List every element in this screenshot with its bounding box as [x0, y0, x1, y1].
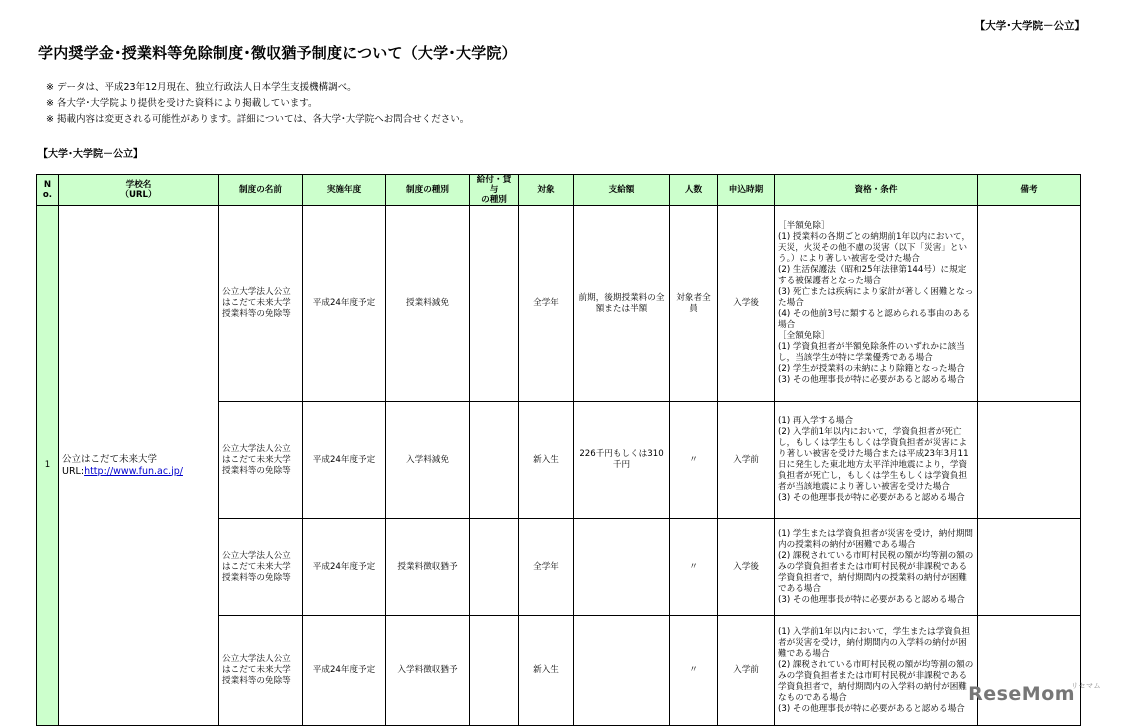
header-school-url: （URL） — [120, 190, 157, 200]
school-url — [62, 466, 215, 478]
header-type-line2: の種別 — [481, 195, 507, 205]
header-type-line1: 給付・貸与 — [476, 175, 512, 195]
amount: 前期，後期授業料の全額または半額 — [574, 206, 670, 402]
condition-line: (2) 学生が授業料の未納により除籍となった場合 — [778, 364, 965, 374]
header-condition: 資格・条件 — [775, 175, 978, 206]
condition — [775, 519, 978, 616]
condition-line: (2) 課税されている市町村民税の額が均等割の額のみの学資負担者または市町村民税が非課税である学資負担者で，納付期間内の授業料の納付が困難である場合 — [778, 550, 974, 594]
condition — [775, 616, 978, 726]
header-period: 申込時期 — [718, 175, 775, 206]
condition-line: (1) 入学前1年以内において，学生または学資負担者が災害を受け，納付期間内の入学料の納付が困難である場合 — [778, 626, 971, 659]
application-period: 入学前 — [718, 402, 775, 519]
header-target: 対象 — [519, 175, 574, 206]
note-line: ※ データは、平成23年12月現在、独立行政法人日本学生支援機構調べ。 — [46, 82, 357, 93]
header-amount: 支給額 — [574, 175, 670, 206]
header-school-name: 学校名 — [125, 180, 152, 190]
condition-line: (3) その他理事長が特に必要があると認める場合 — [778, 703, 965, 714]
note-line: ※ 掲載内容は変更される可能性があります。詳細については、各大学･大学院へお問合せください。 — [46, 114, 470, 125]
row-number: 1 — [37, 206, 59, 726]
header-year: 実施年度 — [303, 175, 386, 206]
school-name: 公立はこだて未来大学 — [62, 453, 158, 465]
remarks — [978, 519, 1081, 616]
condition-line: ［全額免除］ — [778, 331, 830, 341]
header-kind: 制度の種別 — [386, 175, 470, 206]
condition-line: (1) 学資負担者が半額免除条件のいずれかに該当し，当該学生が特に学業優秀である場合 — [778, 342, 965, 363]
header-remarks: 備考 — [978, 175, 1081, 206]
condition-line: (1) 学生または学資負担者が災害を受け，納付期間内の授業料の納付が困難である場合 — [778, 528, 974, 550]
condition-line: (1) 授業料の各期ごとの納期前1年以内において，天災，火災その他不慮の災害（以下「災害」という。）により著しい被害を受けた場合 — [778, 232, 971, 264]
condition-line: (2) 課税されている市町村民税の額が均等割の額のみの学資負担者または市町村民税が非課税である学資負担者で，納付期間内の入学料の納付が困難なものである場合 — [778, 659, 974, 703]
system-kind: 入学料徴収猶予 — [386, 616, 470, 726]
condition-line: (3) 死亡または疾病により家計が著しく困難となった場合 — [778, 287, 974, 308]
target: 全学年 — [519, 519, 574, 616]
benefit-type — [470, 616, 519, 726]
header-type — [470, 175, 519, 206]
system-kind: 授業料徴収猶予 — [386, 519, 470, 616]
condition-line: (3) その他理事長が特に必要があると認める場合 — [778, 594, 965, 605]
target: 全学年 — [519, 206, 574, 402]
condition-line: ［半額免除］ — [778, 221, 830, 231]
url-prefix: URL: — [62, 465, 85, 477]
benefit-type — [470, 206, 519, 402]
remarks — [978, 206, 1081, 402]
header-no: No. — [37, 175, 59, 206]
condition-line: (2) 入学前1年以内において，学資負担者が死亡し，もしくは学生もしくは学資負担者が災害により著しい被害を受けた場合または平成23年3月11日に発生した東北地方太平洋沖地震により，学資負担者が死亡し，もしくは学生もしくは学資負担者が当該地震により著しい被害を受けた場合 — [778, 427, 969, 492]
system-name: 公立大学法人公立はこだて未来大学授業料等の免除等 — [219, 206, 303, 402]
header-people: 人数 — [670, 175, 718, 206]
implementation-year: 平成24年度予定 — [303, 616, 386, 726]
condition-line: (4) その他前3号に類すると認められる事由のある場合 — [778, 309, 971, 330]
people: 〃 — [670, 616, 718, 726]
resemom-watermark — [968, 683, 1101, 705]
people: 対象者全員 — [670, 206, 718, 402]
condition — [775, 206, 978, 402]
condition-line: (3) その他理事長が特に必要があると認める場合 — [778, 493, 965, 503]
implementation-year: 平成24年度予定 — [303, 519, 386, 616]
watermark-small: リセマム — [1071, 682, 1101, 690]
note-line: ※ 各大学･大学院より提供を受けた資料により掲載しています。 — [46, 98, 318, 109]
school-url-link[interactable]: http://www.fun.ac.jp/ — [84, 465, 183, 477]
watermark-main: ReseMom — [968, 683, 1076, 705]
header-system-name: 制度の名前 — [219, 175, 303, 206]
implementation-year: 平成24年度予定 — [303, 402, 386, 519]
implementation-year: 平成24年度予定 — [303, 206, 386, 402]
system-name: 公立大学法人公立はこだて未来大学授業料等の免除等 — [219, 519, 303, 616]
people: 〃 — [670, 402, 718, 519]
remarks — [978, 616, 1081, 726]
condition — [775, 402, 978, 519]
target: 新入生 — [519, 616, 574, 726]
amount — [574, 616, 670, 726]
scholarship-table — [36, 174, 1081, 726]
system-kind: 授業料減免 — [386, 206, 470, 402]
school-cell — [59, 206, 219, 726]
section-label: 【大学･大学院－公立】 — [38, 149, 143, 160]
condition-line: (2) 生活保護法（昭和25年法律第144号）に規定する被保護者となった場合 — [778, 265, 967, 286]
condition-line: (1) 再入学する場合 — [778, 416, 854, 426]
application-period: 入学後 — [718, 206, 775, 402]
remarks — [978, 402, 1081, 519]
system-kind: 入学料減免 — [386, 402, 470, 519]
page-title: 学内奨学金･授業料等免除制度･徴収猶予制度について（大学･大学院） — [38, 44, 517, 62]
system-name: 公立大学法人公立はこだて未来大学授業料等の免除等 — [219, 616, 303, 726]
benefit-type — [470, 519, 519, 616]
corner-category-label: 【大学･大学院－公立】 — [974, 20, 1085, 32]
target: 新入生 — [519, 402, 574, 519]
system-name: 公立大学法人公立はこだて未来大学授業料等の免除等 — [219, 402, 303, 519]
table-header-row — [37, 175, 1081, 206]
application-period: 入学後 — [718, 519, 775, 616]
amount: 226千円もしくは310千円 — [574, 402, 670, 519]
application-period: 入学前 — [718, 616, 775, 726]
benefit-type — [470, 402, 519, 519]
table-row — [37, 206, 1081, 402]
header-school — [59, 175, 219, 206]
amount — [574, 519, 670, 616]
people: 〃 — [670, 519, 718, 616]
condition-line: (3) その他理事長が特に必要があると認める場合 — [778, 375, 965, 385]
notes — [46, 80, 469, 128]
